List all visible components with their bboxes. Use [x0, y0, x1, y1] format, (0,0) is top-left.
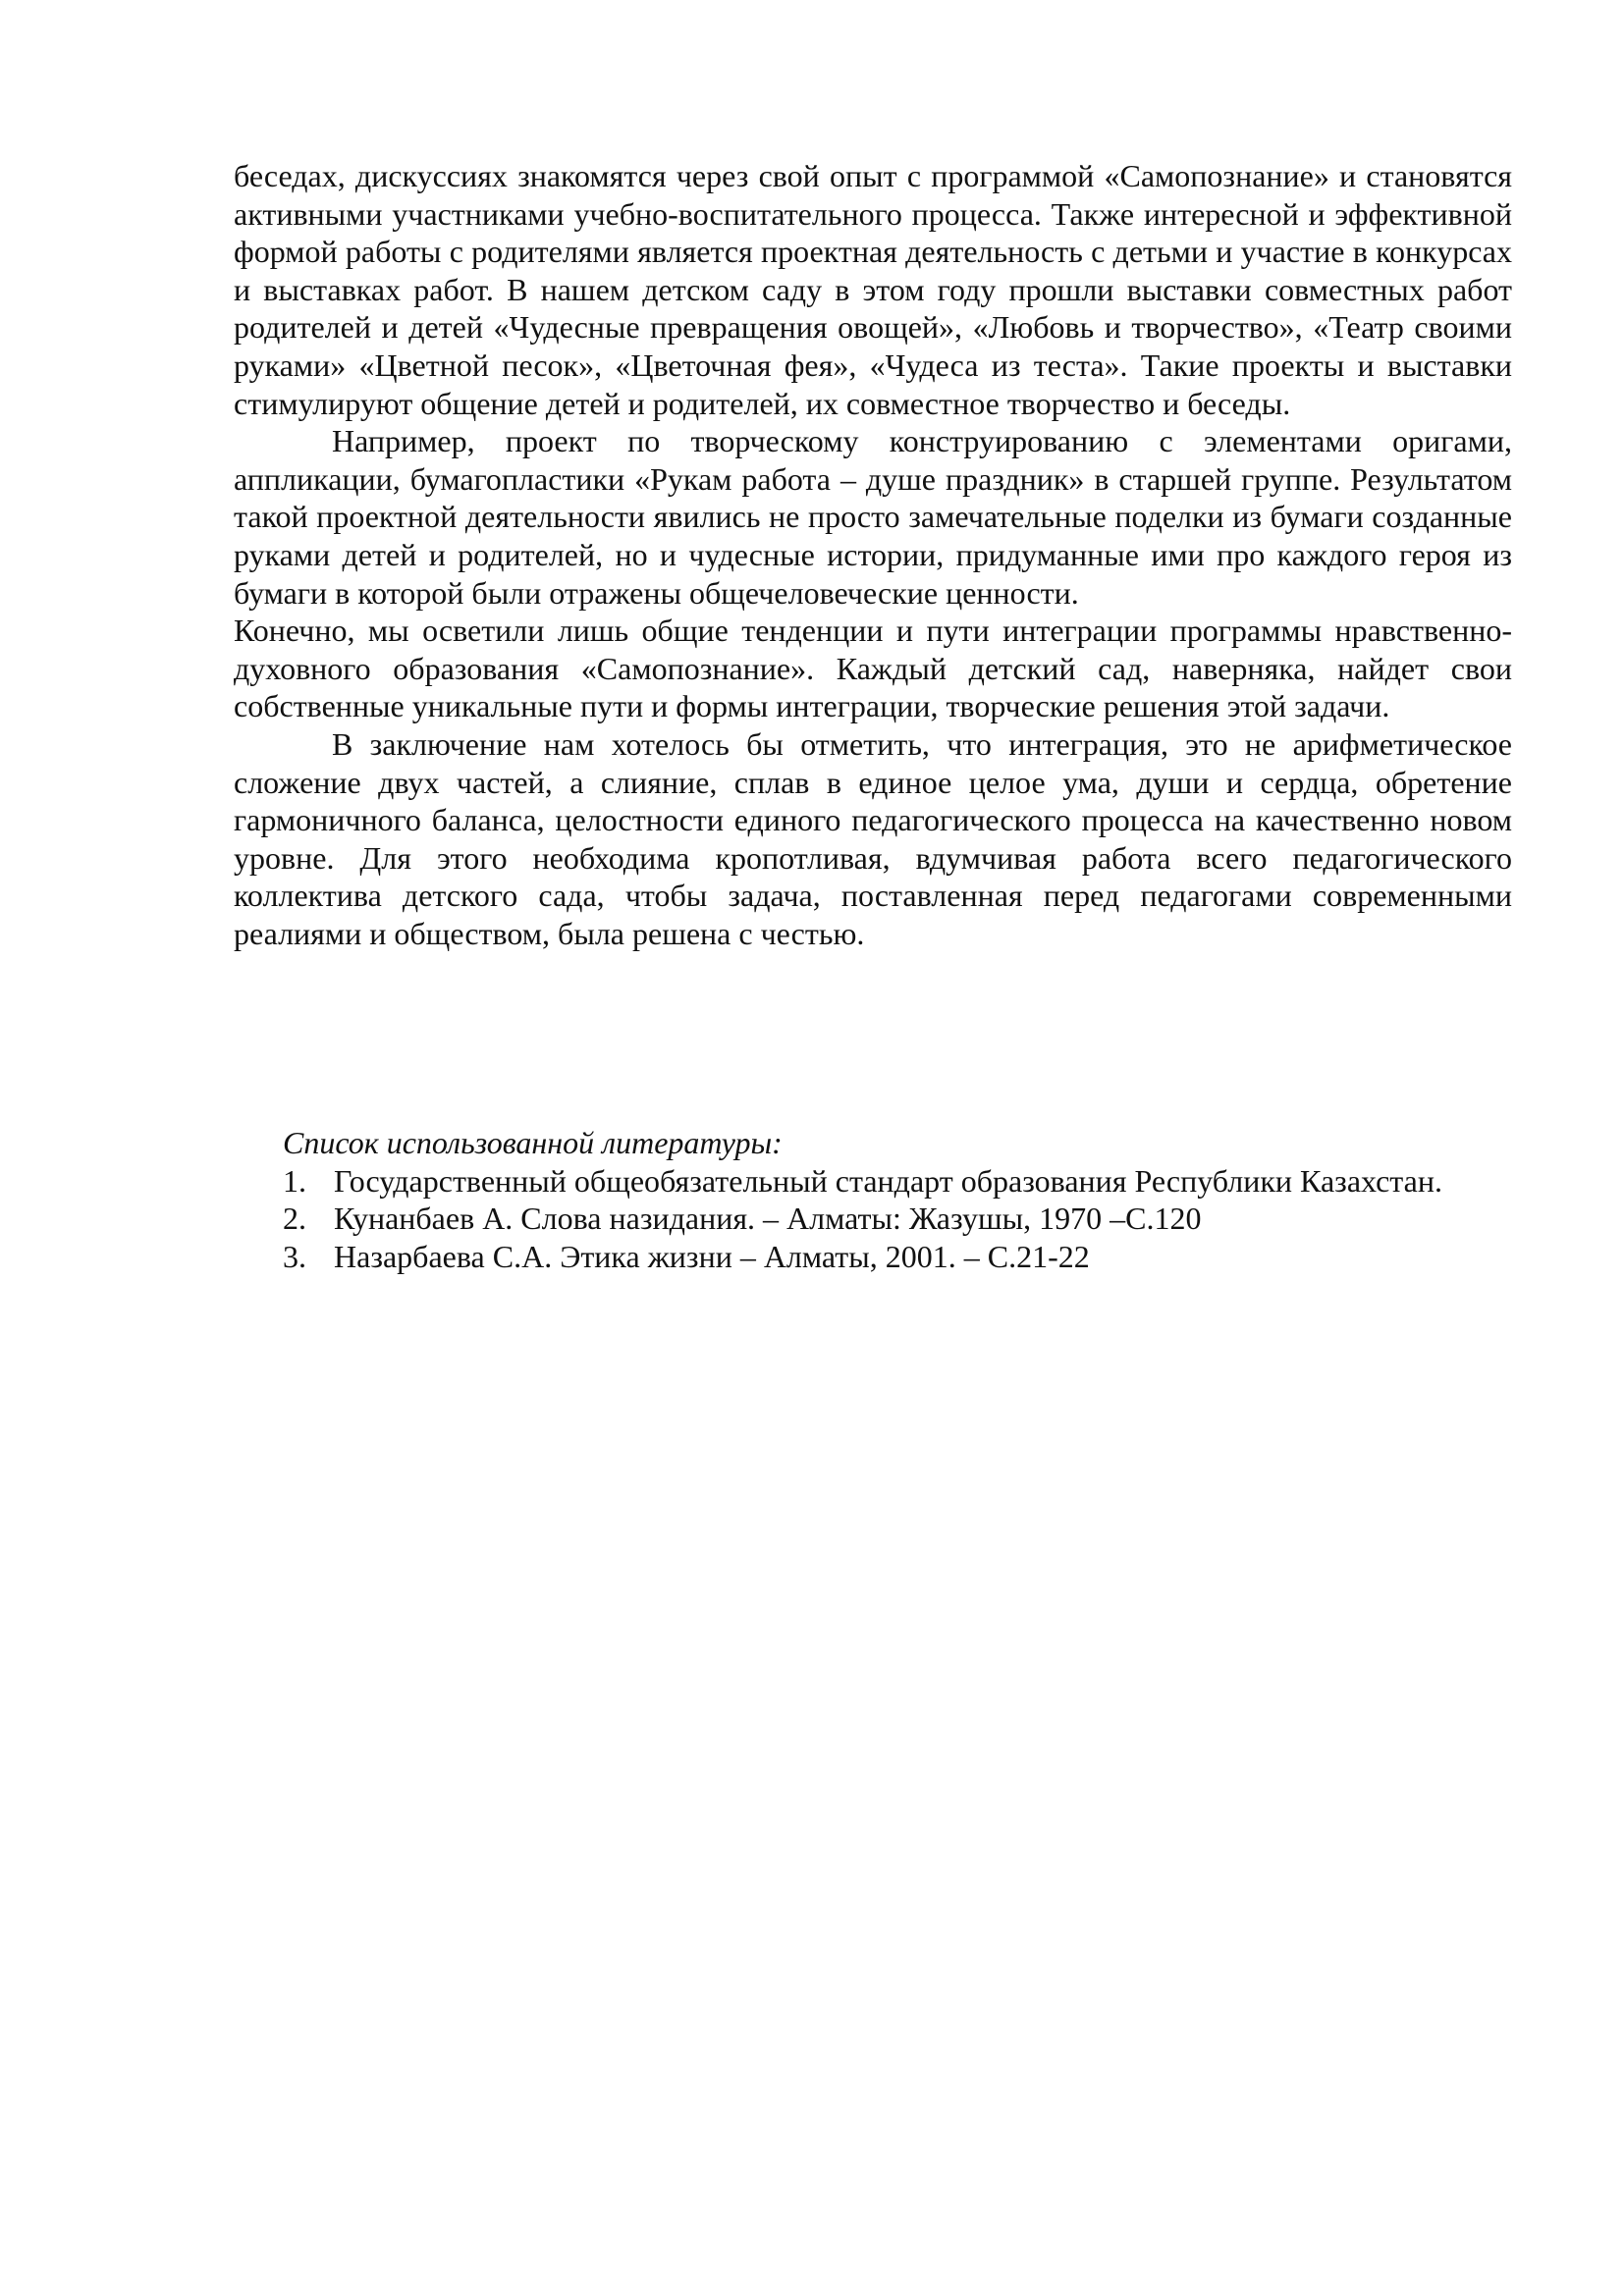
reference-number: 1. — [283, 1162, 306, 1199]
paragraph-project-example: Например, проект по творческому конструированию с элементами оригами, аппликации, бумагопластики «Рукам работа – душе праздник» в старшей группе. Результатом такой проектной деятельности явились не просто замечательные поделки из бумаги созданные руками детей и родителей, но и чудесные истории, придуманные ими про каждого героя из бумаги в которой были отражены общечеловеческие ценности. — [234, 423, 1512, 611]
paragraph-integration: Конечно, мы осветили лишь общие тенденции и пути интеграции программы нравственно-духовного образования «Самопознание». Каждый детский сад, наверняка, найдет свои собственные уникальные пути и формы интеграции, творческие решения этой задачи. — [234, 613, 1512, 724]
reference-item — [283, 1200, 1520, 1238]
reference-number: 3. — [283, 1238, 306, 1274]
references-section — [283, 1124, 1520, 1275]
references-list — [283, 1162, 1520, 1276]
paragraph-conclusion: В заключение нам хотелось бы отметить, что интеграция, это не арифметическое сложение двух частей, а слияние, сплав в единое целое ума, души и сердца, обретение гармоничного баланса, целостности единого педагогического процесса на качественно новом уровне. Для этого необходима кропотливая, вдумчивая работа всего педагогического коллектива детского сада, чтобы задача, поставленная перед педагогами современными реалиями и обществом, была решена с честью. — [234, 725, 1512, 951]
references-title: Список использованной литературы: — [283, 1125, 783, 1160]
article-body — [234, 157, 1512, 952]
reference-item — [283, 1238, 1520, 1276]
paragraph-continuation: беседах, дискуссиях знакомятся через свой опыт с программой «Самопознание» и становятся активными участниками учебно-воспитательного процесса. Также интересной и эффективной формой работы с родителями является проектная деятельность с детьми и участие в конкурсах и выставках работ. В нашем детском саду в этом году прошли выставки совместных работ родителей и детей «Чудесные превращения овощей», «Любовь и творчество», «Театр своими руками» «Цветной песок», «Цветочная фея», «Чудеса из теста». Такие проекты и выставки стимулируют общение детей и родителей, их совместное творчество и беседы. — [234, 158, 1512, 421]
reference-item — [283, 1162, 1520, 1201]
reference-text: Государственный общеобязательный стандарт образования Республики Казахстан. — [334, 1162, 1442, 1199]
reference-text: Кунанбаев А. Слова назидания. – Алматы: Жазушы, 1970 –С.120 — [334, 1201, 1202, 1237]
reference-text: Назарбаева С.А. Этика жизни – Алматы, 2001. – С.21-22 — [334, 1238, 1090, 1274]
reference-number: 2. — [283, 1201, 306, 1237]
